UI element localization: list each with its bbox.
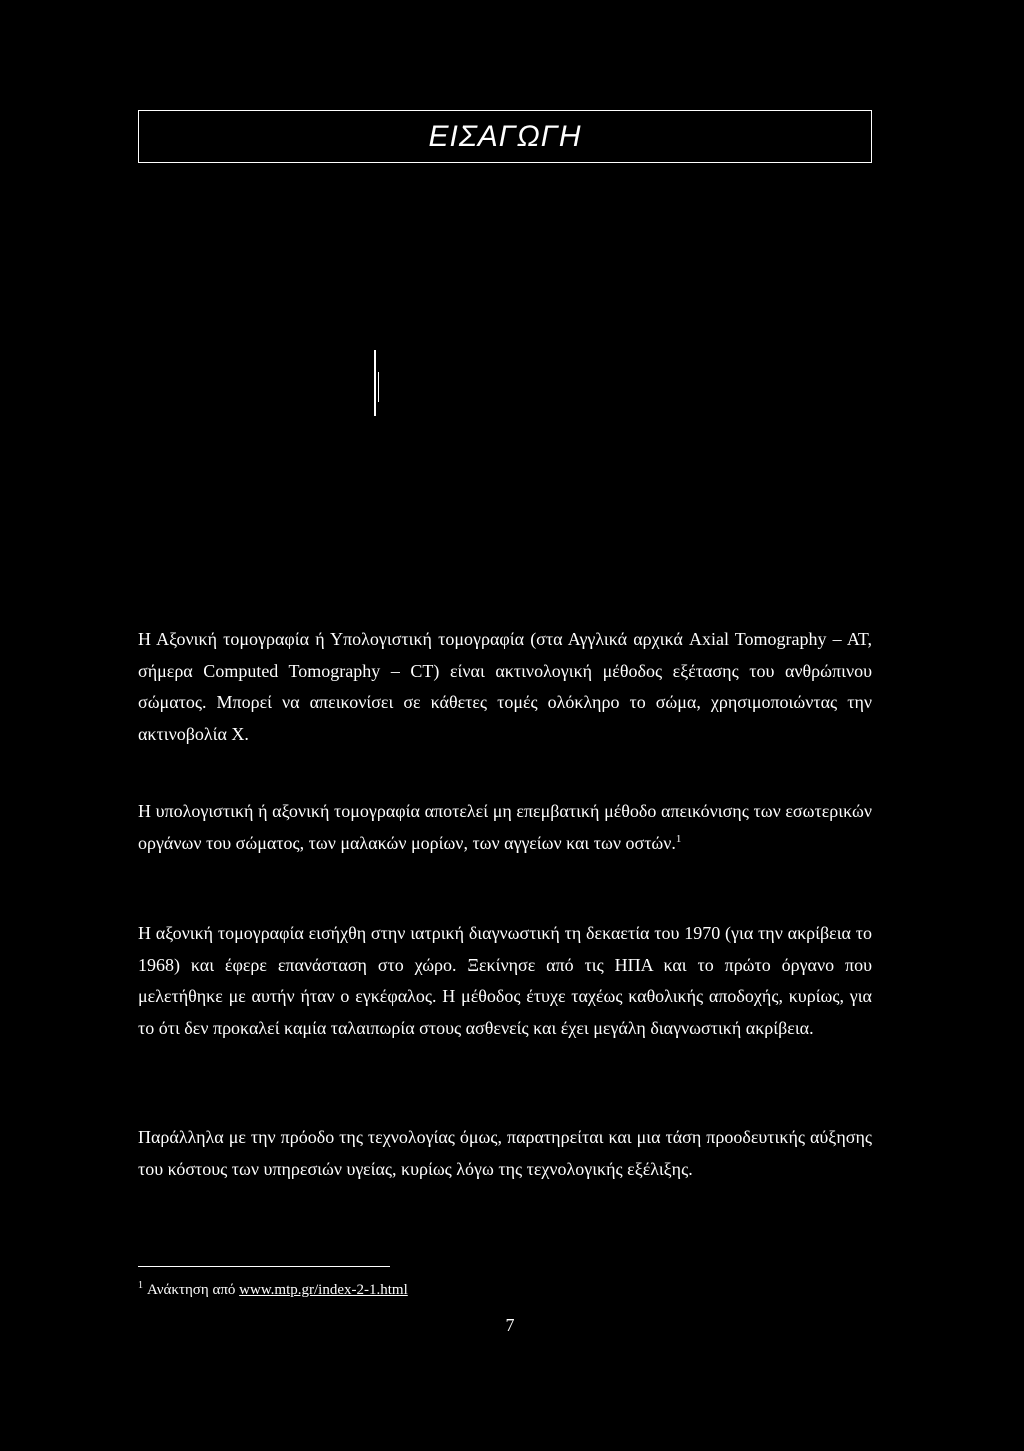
paragraph-2-text: Η υπολογιστική ή αξονική τομογραφία αποτελεί μη επεμβατική μέθοδο απεικόνισης των εσωτερικών οργάνων του σώματος, των μαλακών μορίων, των αγγείων και των οστών. [138,801,872,853]
vertical-mark-secondary [378,372,379,402]
paragraph-3: Η αξονική τομογραφία εισήχθη στην ιατρική διαγνωστική τη δεκαετία του 1970 (για την ακρίβεια το 1968) και έφερε επανάσταση στο χώρο. Ξεκίνησε από τις ΗΠΑ και το πρώτο όργανο που μελετήθηκε με αυτήν ήταν ο εγκέφαλος. Η μέθοδος έτυχε ταχέως καθολικής αποδοχής, κυρίως, για το ότι δεν προκαλεί καμία ταλαιπωρία στους ασθενείς και έχει μεγάλη διαγνωστική ακρίβεια. [138,923,872,1038]
footnote-text: Ανάκτηση από [147,1282,236,1298]
page-number: 7 [505,1315,515,1335]
footnote-divider [138,1266,390,1267]
page-title: ΕΙΣΑΓΩΓΗ [428,120,582,153]
title-box [138,110,872,163]
footnote-mark: 1 [138,1280,143,1291]
footnote-reference[interactable]: 1 [675,832,682,845]
paragraph-1: Η Αξονική τομογραφία ή Υπολογιστική τομογραφία (στα Αγγλικά αρχικά Axial Tomography – AT, σήμερα Computed Tomography – CT) είναι ακτινολογική μέθοδος εξέτασης του ανθρώπινου σώματος. Μπορεί να απεικονίσει σε κάθετες τομές ολόκληρο το σώμα, χρησιμοποιώντας την ακτινοβολία Χ. [138,629,872,744]
paragraph-4: Παράλληλα με την πρόοδο της τεχνολογίας όμως, παρατηρείται και μια τάση προοδευτικής αύξησης του κόστους των υπηρεσιών υγείας, κυρίως λόγω της τεχνολογικής εξέλιξης. [138,1127,872,1179]
footnote-link[interactable]: www.mtp.gr/index-2-1.html [239,1282,408,1298]
footnote [138,1280,408,1300]
vertical-mark [374,350,376,416]
paragraph-2 [138,796,872,859]
